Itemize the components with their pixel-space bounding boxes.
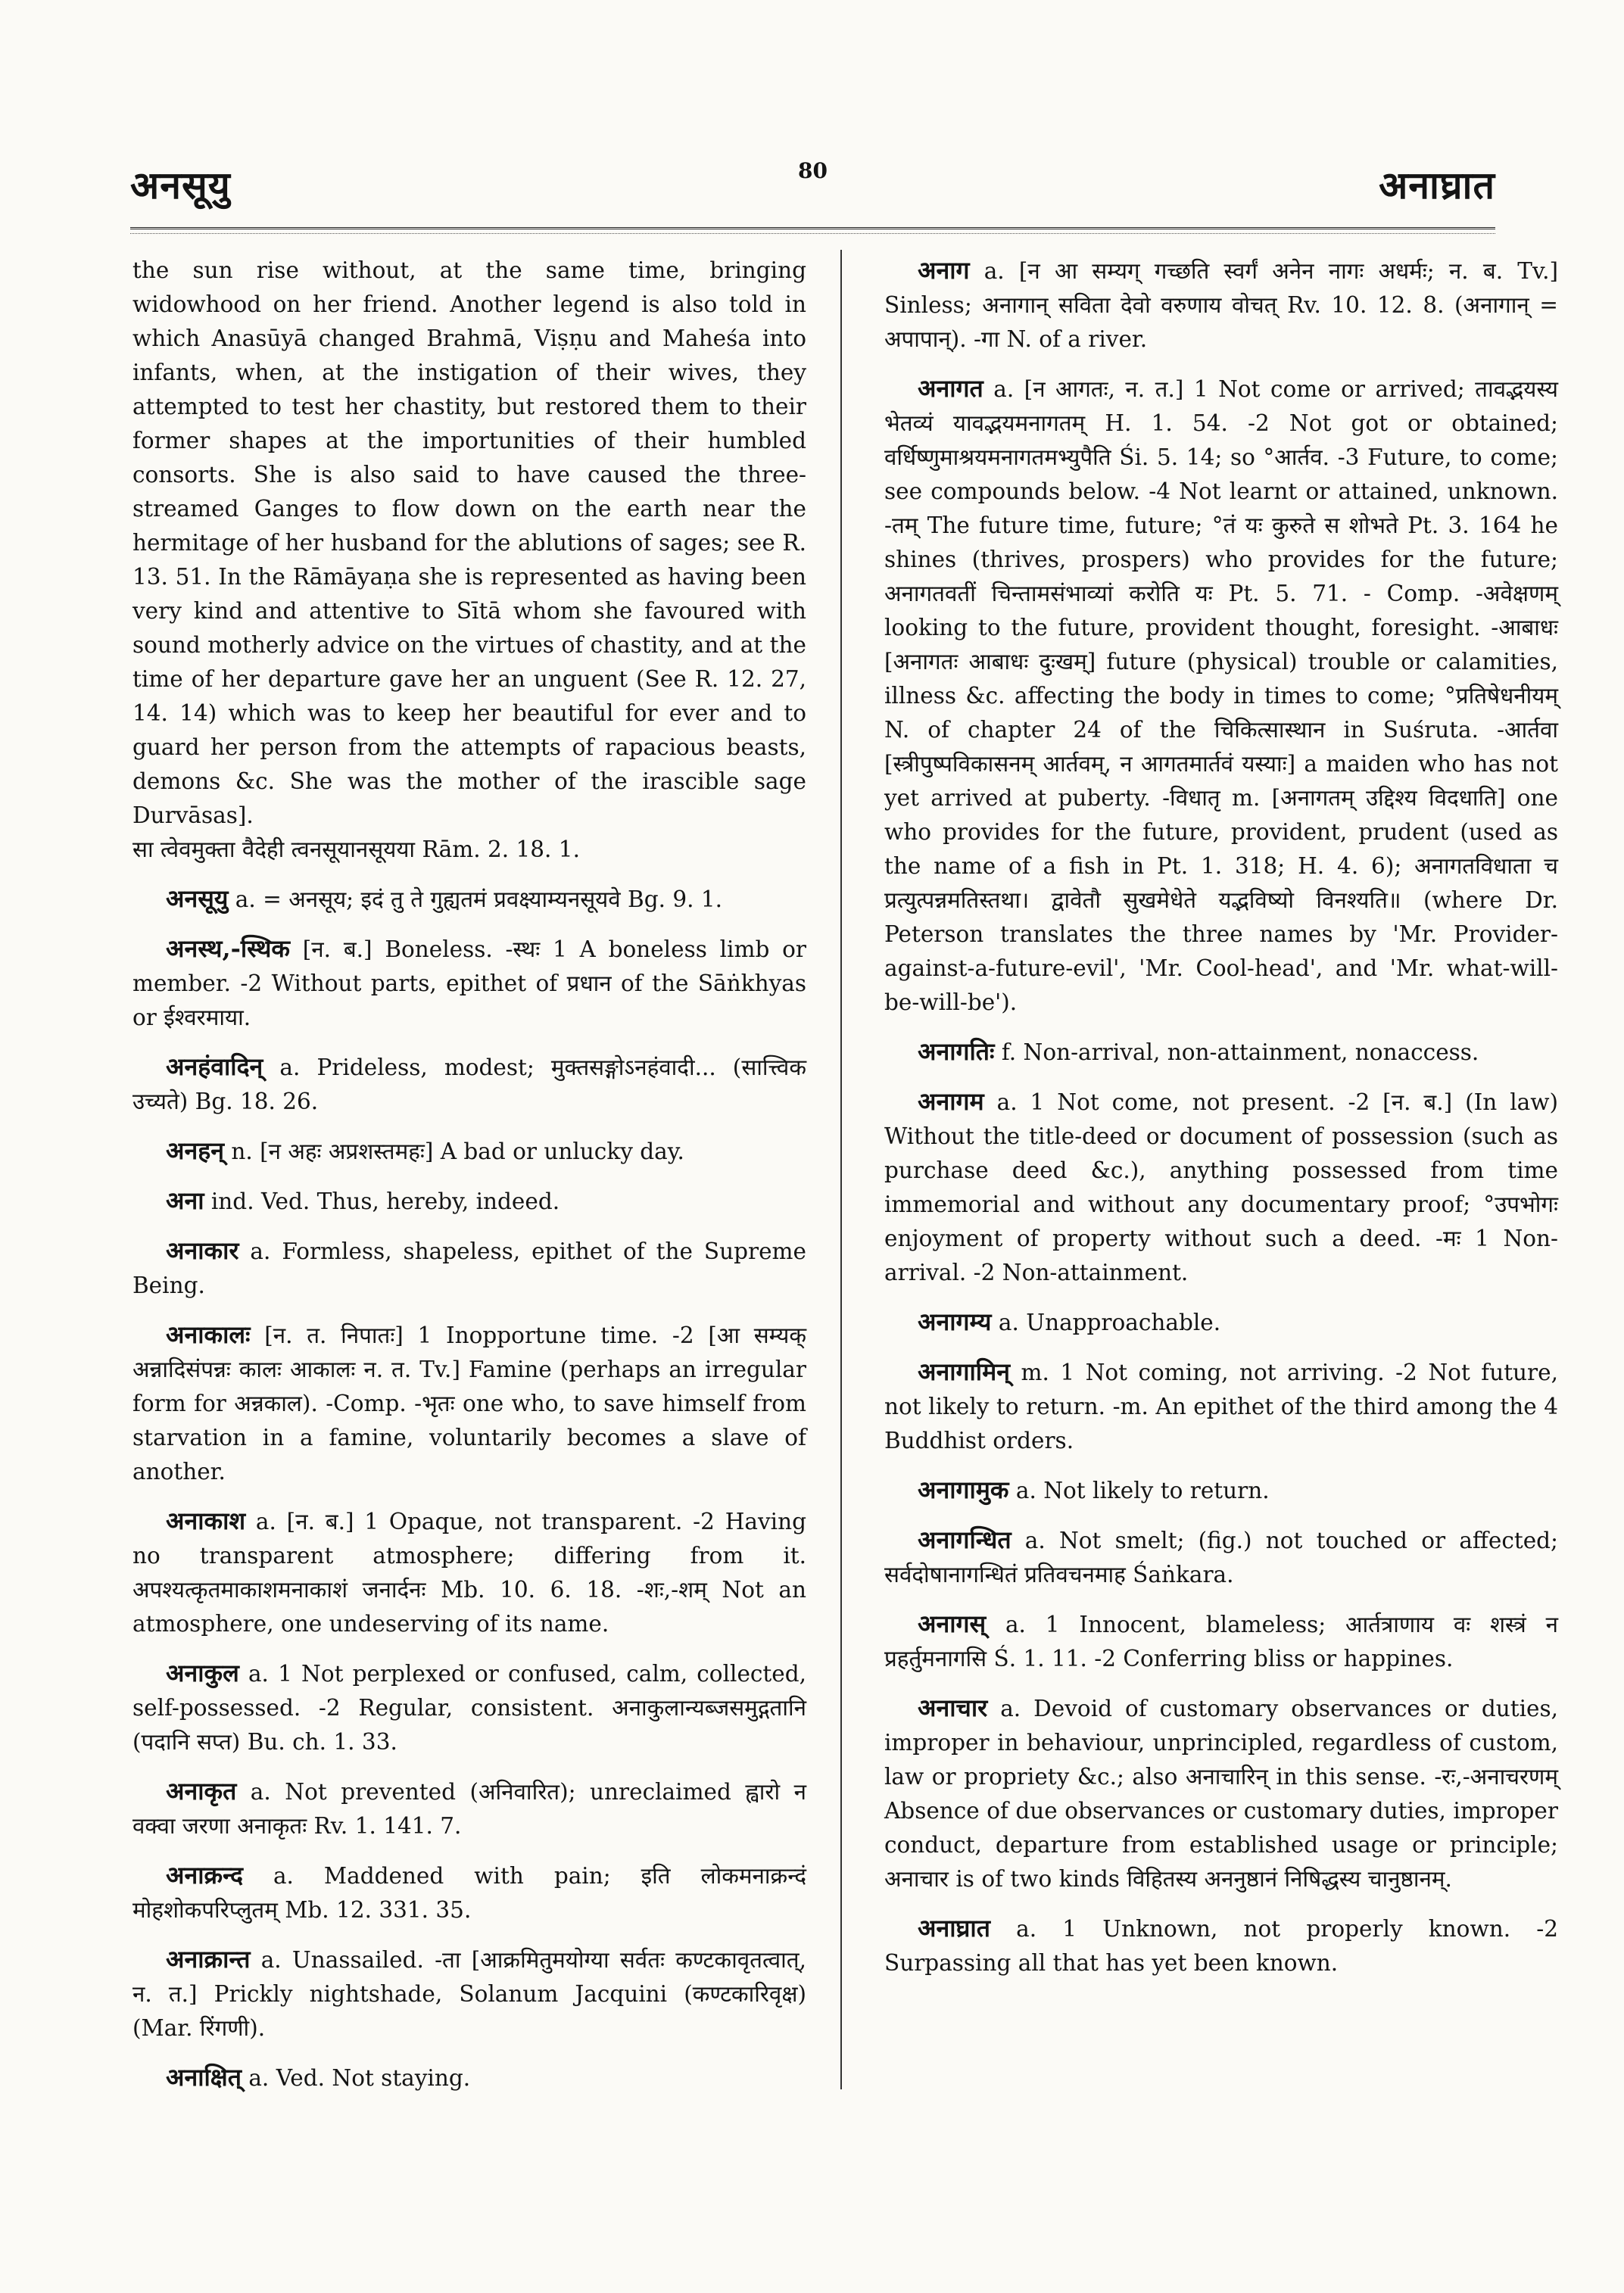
entry-headword: अनागतिः	[918, 1037, 995, 1066]
entry-definition: a. Unapproachable.	[991, 1310, 1221, 1335]
entry-headword: अनाकालः	[166, 1320, 251, 1349]
dictionary-entry	[884, 1473, 1558, 1508]
dictionary-entry	[884, 372, 1558, 1020]
entry-headword: अनागस्	[918, 1609, 987, 1638]
dictionary-entry	[132, 1050, 806, 1119]
dictionary-entry	[132, 1134, 806, 1169]
dictionary-entry	[132, 1774, 806, 1843]
entry-definition: a. [न आगतः, न. त.] 1 Not come or arrived; तावद्भयस्य भेतव्यं यावद्भयमनागतम् H. 1. 54. -2 Not got or obtained; वर्धिष्णुमाश्रयमनागतमभ्युपैति Śi. 5. 14; so °आर्तव. -3 Future, to come; see compounds below. -4 Not learnt or attained, unknown. -तम् The future time, future; °तं यः कुरुते स शोभते Pt. 3. 164 he shines (thrives, prospers) who provides for the future; अनागतवतीं चिन्तामसंभाव्यां करोति यः Pt. 5. 71. - Comp. -अवेक्षणम् looking to the future, provident thought, foresight. -आबाधः [अनागतः आबाधः दुःखम्] future (physical) trouble or calamities, illness &c. affecting the body in times to come; °प्रतिषेधनीयम् N. of chapter 24 of the चिकित्सास्थान in Suśruta. -आर्तवा [स्त्रीपुष्पविकासनम् आर्तवम्, न आगतमार्तवं यस्याः] a maiden who has not yet arrived at puberty. -विधातृ m. [अनागतम् उद्दिश्य विदधाति] one who provides for the future, provident, prudent (used as the name of a fish in Pt. 1. 318; H. 4. 6); अनागतविधाता च प्रत्युत्पन्नमतिस्तथा। द्वावेतौ सुखमेधेते यद्भविष्यो विनश्यति॥ (where Dr. Peterson translates the three names by 'Mr. Provider-against-a-future-evil', 'Mr. Cool-head', and 'Mr. what-will-be-will-be').	[884, 376, 1558, 1015]
entry-headword: अनाक्षित्	[166, 2063, 242, 2092]
entry-headword: अनाग	[918, 256, 970, 285]
dictionary-entry	[132, 932, 806, 1035]
dictionary-entry	[132, 1943, 806, 2045]
entry-headword: अना	[166, 1186, 204, 1215]
entry-definition: a. = अनसूय; इदं तु ते गुह्यतमं प्रवक्ष्याम्यनसूयवे Bg. 9. 1.	[228, 886, 723, 912]
header-dotted-rule	[130, 233, 1495, 234]
dictionary-entry	[132, 1656, 806, 1759]
entry-definition: a. 1 Innocent, blameless; आर्तत्राणाय वः शस्त्रं न प्रहर्तुमनागसि Ś. 1. 11. -2 Conferring bliss or happines.	[884, 1612, 1558, 1671]
entry-headword: अनस्थ,-स्थिक	[166, 934, 291, 963]
entry-definition: a. [न. ब.] 1 Opaque, not transparent. -2 Having no transparent atmosphere; differing from it. अपश्यत्कृतमाकाशमनाकाशं जनार्दनः Mb. 10. 6. 18. -शः,-शम् Not an atmosphere, one undeserving of its name.	[132, 1509, 806, 1637]
entry-definition: [न. ब.] Boneless. -स्थः 1 A boneless limb or member. -2 Without parts, epithet of प्रधान of the Sāṅkhyas or ईश्वरमाया.	[132, 936, 806, 1030]
right-column	[884, 254, 1558, 1995]
dictionary-entry	[884, 1355, 1558, 1458]
entry-definition: n. [न अहः अप्रशस्तमहः] A bad or unlucky day.	[223, 1139, 684, 1164]
continued-text: the sun rise without, at the same time, bringing widowhood on her friend. Another legend is also told in which Anasūyā changed Brahmā, Viṣṇu and Maheśa into infants, when, at the instigation of their wives, they attempted to test her chastity, but restored them to their former shapes at the importunities of their humbled consorts. She is also said to have caused the three-streamed Ganges to flow down on the earth near the hermitage of her husband for the ablutions of sages; see R. 13. 51. In the Rāmāyaṇa she is represented as having been very kind and attentive to Sītā whom she favoured with sound motherly advice on the virtues of chastity, and at the time of her departure gave her an unguent (See R. 12. 27, 14. 14) which was to keep her beautiful for ever and to guard her person from the attempts of rapacious beasts, demons &c. She was the mother of the irascible sage Durvāsas].	[132, 257, 806, 828]
entry-definition: m. 1 Not coming, not arriving. -2 Not future, not likely to return. -m. An epithet of the third among the 4 Buddhist orders.	[884, 1360, 1558, 1453]
entry-headword: अनाचार	[918, 1693, 988, 1722]
entry-headword: अनागम	[918, 1087, 984, 1116]
entry-definition: ind. Ved. Thus, hereby, indeed.	[204, 1189, 560, 1214]
entry-definition: a. Prideless, modest; मुक्तसङ्गोऽनहंवादी... (सात्त्विक उच्यते) Bg. 18. 26.	[132, 1055, 806, 1114]
entry-definition: [न. त. निपातः] 1 Inopportune time. -2 [आ सम्यक् अन्नादिसंपन्नः कालः आकालः न. त. Tv.] Famine (perhaps an irregular form for अन्नकाल). -Comp. -भृतः one who, to save himself from starvation in a famine, voluntarily becomes a slave of another.	[132, 1323, 806, 1485]
entry-headword: अनागामुक	[918, 1475, 1009, 1504]
entry-definition: a. Ved. Not staying.	[241, 2065, 471, 2091]
entry-definition: a. Not likely to return.	[1008, 1478, 1270, 1503]
dictionary-entry	[132, 1858, 806, 1927]
header-rule	[130, 227, 1495, 229]
dictionary-entry	[884, 1035, 1558, 1070]
entry-headword: अनागम्य	[918, 1307, 992, 1336]
entry-headword: अनागामिन्	[918, 1357, 1010, 1386]
page-number: 80	[798, 158, 828, 183]
entry-headword: अनाकाश	[166, 1506, 246, 1535]
entry-definition: a. Not prevented (अनिवारित); unreclaimed ह्वारो न वक्वा जरणा अनाकृतः Rv. 1. 141. 7.	[132, 1779, 806, 1839]
left-column	[132, 254, 806, 2111]
entry-definition: a. Unassailed. -ता [आक्रमितुमयोग्या सर्वतः कण्टकावृतत्वात्, न. त.] Prickly nightshade, Solanum Jacquini (कण्टकारिवृक्ष) (Mar. रिंगणी).	[132, 1947, 806, 2041]
dictionary-entry	[132, 1318, 806, 1489]
entry-headword: अनहंवादिन्	[166, 1052, 263, 1081]
entry-headword: अनाकुल	[166, 1659, 239, 1687]
column-divider	[840, 250, 842, 2089]
entry-headword: अनहन्	[166, 1136, 224, 1165]
page-header	[130, 155, 1495, 208]
entry-headword: अनाघ्रात	[918, 1914, 990, 1943]
dictionary-entry	[884, 1085, 1558, 1290]
left-running-headword: अनसूयु	[130, 163, 231, 207]
entry-definition: a. 1 Not perplexed or confused, calm, collected, self-possessed. -2 Regular, consistent. अनाकुलान्यब्जसमुद्गतानि (पदानि सप्त) Bu. ch. 1. 33.	[132, 1661, 806, 1755]
entry-definition: a. Not smelt; (fig.) not touched or affected; सर्वदोषानागन्धितं प्रतिवचनमाह Śaṅkara.	[884, 1528, 1558, 1587]
entry-headword: अनाकृत	[166, 1777, 237, 1805]
entry-headword: अनाकार	[166, 1236, 239, 1265]
dictionary-entry	[132, 1504, 806, 1641]
dictionary-entry	[132, 882, 806, 917]
quotation-line: सा त्वेवमुक्ता वैदेही त्वनसूयानसूयया Rām. 2. 18. 1.	[132, 837, 580, 862]
dictionary-entry	[884, 1523, 1558, 1592]
dictionary-entry	[884, 254, 1558, 357]
entry-definition: a. Devoid of customary observances or duties, improper in behaviour, unprincipled, regardless of custom, law or propriety &c.; also अनाचारिन् in this sense. -रः,-अनाचरणम् Absence of due observances or customary duties, improper conduct, departure from established usage or principle; अनाचार is of two kinds विहितस्य अननुष्ठानं निषिद्धस्य चानुष्ठानम्.	[884, 1696, 1558, 1892]
entry-headword: अनाक्रान्त	[166, 1945, 251, 1974]
dictionary-entry	[884, 1911, 1558, 1980]
entry-headword: अनाक्रन्द	[166, 1861, 243, 1890]
entry-definition: a. [न आ सम्यग् गच्छति स्वर्गं अनेन नागः अधर्मः; न. ब. Tv.] Sinless; अनागान् सविता देवो वरुणाय वोचत् Rv. 10. 12. 8. (अनागान् = अपापान्). -गा N. of a river.	[884, 258, 1558, 352]
dictionary-entry	[132, 1184, 806, 1219]
entry-definition: a. Maddened with pain; इति लोकमनाक्रन्दं मोहशोकपरिप्लुतम् Mb. 12. 331. 35.	[132, 1863, 806, 1923]
entry-definition: a. 1 Not come, not present. -2 [न. ब.] (In law) Without the title-deed or document of possession (such as purchase deed &c.), anything possessed from time immemorial and without any documentary proof; °उपभोगः enjoyment of property without such a deed. -मः 1 Non-arrival. -2 Non-attainment.	[884, 1089, 1558, 1285]
dictionary-entry	[132, 2061, 806, 2095]
dictionary-entry	[132, 1234, 806, 1303]
dictionary-entry	[884, 1305, 1558, 1340]
entry-definition: a. 1 Unknown, not properly known. -2 Surpassing all that has yet been known.	[884, 1916, 1558, 1976]
dictionary-entry	[884, 1607, 1558, 1676]
entry-definition: a. Formless, shapeless, epithet of the Supreme Being.	[132, 1238, 806, 1298]
entry-headword: अनागत	[918, 374, 983, 403]
entry-headword: अनसूयु	[166, 884, 229, 913]
entry-definition: f. Non-arrival, non-attainment, nonaccess.	[994, 1039, 1479, 1065]
dictionary-entry	[884, 1691, 1558, 1896]
right-running-headword: अनाघ्रात	[1379, 163, 1495, 207]
entry-headword: अनागन्धित	[918, 1525, 1011, 1554]
